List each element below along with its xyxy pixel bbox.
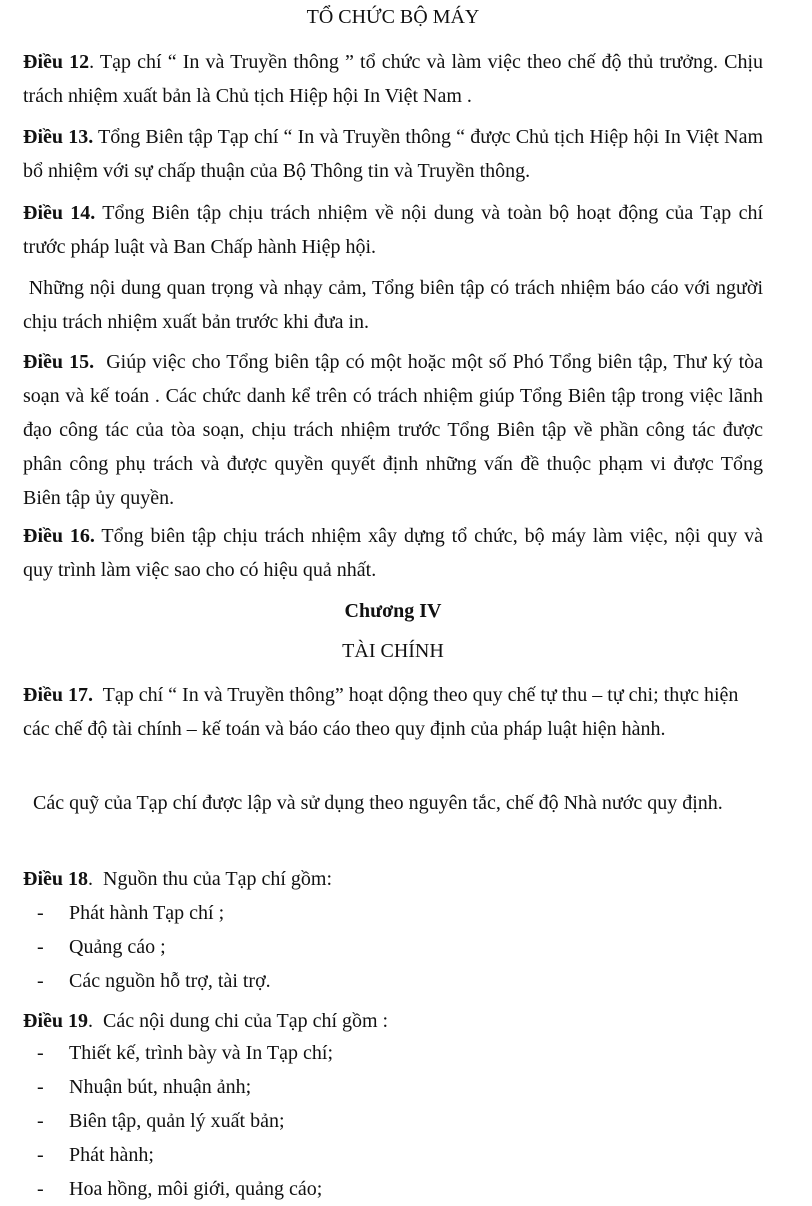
article-19 [23,1004,763,1038]
article-sep: . [89,51,100,73]
list-item-text: Phát hành; [69,1144,154,1166]
article-12 [23,45,763,113]
dash-bullet: - [37,1042,44,1064]
dash-bullet: - [37,1110,44,1132]
article-sep [93,684,103,706]
article-text: Tổng Biên tập Tạp chí “ In và Truyền thông “ được Chủ tịch Hiệp hội In Việt Nam bổ nhiệm với sự chấp thuận của Bộ Thông tin và Truyền thông. [23,126,764,182]
article-sep [94,351,106,373]
article-18 [23,862,763,896]
article-label: Điều 14. [23,202,96,224]
article-label: Điều 16. [23,525,95,547]
article-15 [23,345,763,515]
list-item [37,1036,333,1070]
list-item [37,1104,333,1138]
article-text: Tạp chí “ In và Truyền thông” hoạt dộng theo quy chế tự thu – tự chi; thực hiện các chế độ tài chính – kế toán và báo cáo theo quy định của pháp luật hiện hành. [23,684,739,740]
list-item-text: Thiết kế, trình bày và In Tạp chí; [69,1042,333,1064]
article-label: Điều 13. [23,126,94,148]
list-item [37,1138,333,1172]
dash-bullet: - [37,970,44,992]
article-text: Tạp chí “ In và Truyền thông ” tổ chức và làm việc theo chế độ thủ trưởng. Chịu trách nhiệm xuất bản là Chủ tịch Hiệp hội In Việt Nam . [23,51,764,107]
article-label: Điều 15. [23,351,95,373]
list-item-text: Biên tập, quản lý xuất bản; [69,1110,285,1132]
list-item [37,896,271,930]
article-text: Giúp việc cho Tổng biên tập có một hoặc một số Phó Tổng biên tập, Thư ký tòa soạn và kế toán . Các chức danh kể trên có trách nhiệm giúp Tổng Biên tập trong việc lãnh đạo công tác của tòa soạn, chịu trách nhiệm trước Tổng Biên tập về phần công tác được phân công phụ trách và được quyền quyết định những vấn đề thuộc phạm vi được Tổng Biên tập ủy quyền. [23,351,764,509]
chapter-title: TÀI CHÍNH [342,640,444,662]
article-text: Tổng biên tập chịu trách nhiệm xây dựng tổ chức, bộ máy làm việc, nội quy và quy trình làm việc sao cho có hiệu quả nhất. [23,525,764,581]
paragraph-text: Những nội dung quan trọng và nhạy cảm, Tổng biên tập có trách nhiệm báo cáo với người chịu trách nhiệm xuất bản trước khi đưa in. [23,277,769,333]
article-19-list [37,1036,333,1206]
list-item [37,1070,333,1104]
section-title: TỔ CHỨC BỘ MÁY [306,6,480,28]
article-17-note [23,786,763,820]
list-item-text: Quảng cáo ; [69,936,166,958]
dash-bullet: - [37,1076,44,1098]
list-item [37,930,271,964]
article-16 [23,519,763,587]
article-17 [23,678,763,746]
dash-bullet: - [37,1178,44,1200]
dash-bullet: - [37,902,44,924]
chapter-number: Chương IV [344,600,442,622]
article-13 [23,120,763,188]
dash-bullet: - [37,1144,44,1166]
article-label: Điều 17. [23,684,93,706]
paragraph-text: Các quỹ của Tạp chí được lập và sử dụng theo nguyên tắc, chế độ Nhà nước quy định. [23,792,723,814]
list-item [37,964,271,998]
article-18-list [37,896,271,998]
list-item-text: Phát hành Tạp chí ; [69,902,225,924]
article-sep: . [88,1010,103,1032]
article-text: Tổng Biên tập chịu trách nhiệm về nội dung và toàn bộ hoạt động của Tạp chí trước pháp luật và Ban Chấp hành Hiệp hội. [23,202,764,258]
article-14 [23,196,763,264]
list-item-text: Các nguồn hỗ trợ, tài trợ. [69,970,271,992]
dash-bullet: - [37,936,44,958]
article-text: Nguồn thu của Tạp chí gồm: [103,868,333,890]
article-label: Điều 12 [23,51,90,73]
article-label: Điều 18 [23,868,88,890]
list-item-text: Nhuận bút, nhuận ảnh; [69,1076,252,1098]
article-text: Các nội dung chi của Tạp chí gồm : [103,1010,389,1032]
article-14-note [23,271,769,339]
list-item [37,1172,333,1206]
article-sep: . [88,868,103,890]
list-item-text: Hoa hồng, môi giới, quảng cáo; [69,1178,323,1200]
article-label: Điều 19 [23,1010,88,1032]
